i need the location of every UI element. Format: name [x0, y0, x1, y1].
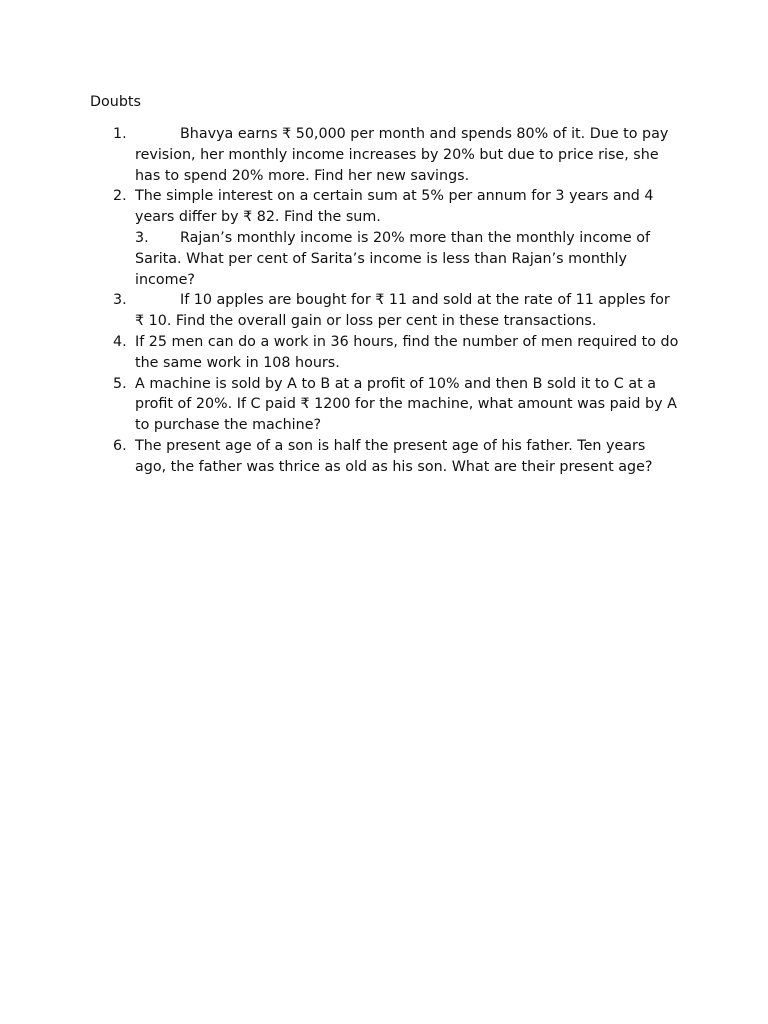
list-item-text: The simple interest on a certain sum at 5% per annum for 3 years and 4 years differ by ₹ 82. Find the sum. [135, 188, 654, 226]
list-item-text: If 25 men can do a work in 36 hours, find the number of men required to do the same work in 108 hours. [135, 333, 679, 371]
list-item-3-inline [0, 228, 680, 290]
list-number: 6. [113, 437, 127, 454]
list-item-4 [0, 332, 680, 374]
list-item-text: Bhavya earns ₹ 50,000 per month and spends 80% of it. Due to pay revision, her monthly income increases by 20% but due to price rise, she has to spend 20% more. Find her new savings. [135, 126, 669, 184]
list-number: 1. [113, 126, 127, 142]
list-item-text: If 10 apples are bought for ₹ 11 and sold at the rate of 11 apples for ₹ 10. Find the overall gain or loss per cent in these transactions. [135, 292, 670, 330]
list-item-text: The present age of a son is half the present age of his father. Ten years ago, the father was thrice as old as his son. What are their present age? [135, 437, 653, 475]
list-number: 2. [113, 188, 127, 205]
list-item-5 [0, 374, 680, 436]
list-number: 4. [113, 333, 127, 350]
list-number: 3. [135, 229, 149, 246]
list-number: 5. [113, 375, 127, 392]
list-item-text: A machine is sold by A to B at a profit of 10% and then B sold it to C at a profit of 20%. If C paid ₹ 1200 for the machine, what amount was paid by A to purchase the machine? [135, 375, 677, 434]
document-title: Doubts [90, 94, 141, 110]
list-item-6 [0, 436, 680, 478]
list-item-text: 3. Rajan’s monthly income is 20% more than the monthly income of Sarita. What per cent of Sarita’s income is less than Rajan’s monthly income? [135, 229, 650, 288]
question-list [0, 124, 768, 478]
list-item-1 [0, 124, 680, 186]
list-number: 3. [113, 292, 127, 309]
list-item-2 [0, 186, 680, 228]
list-item-3 [0, 290, 680, 332]
